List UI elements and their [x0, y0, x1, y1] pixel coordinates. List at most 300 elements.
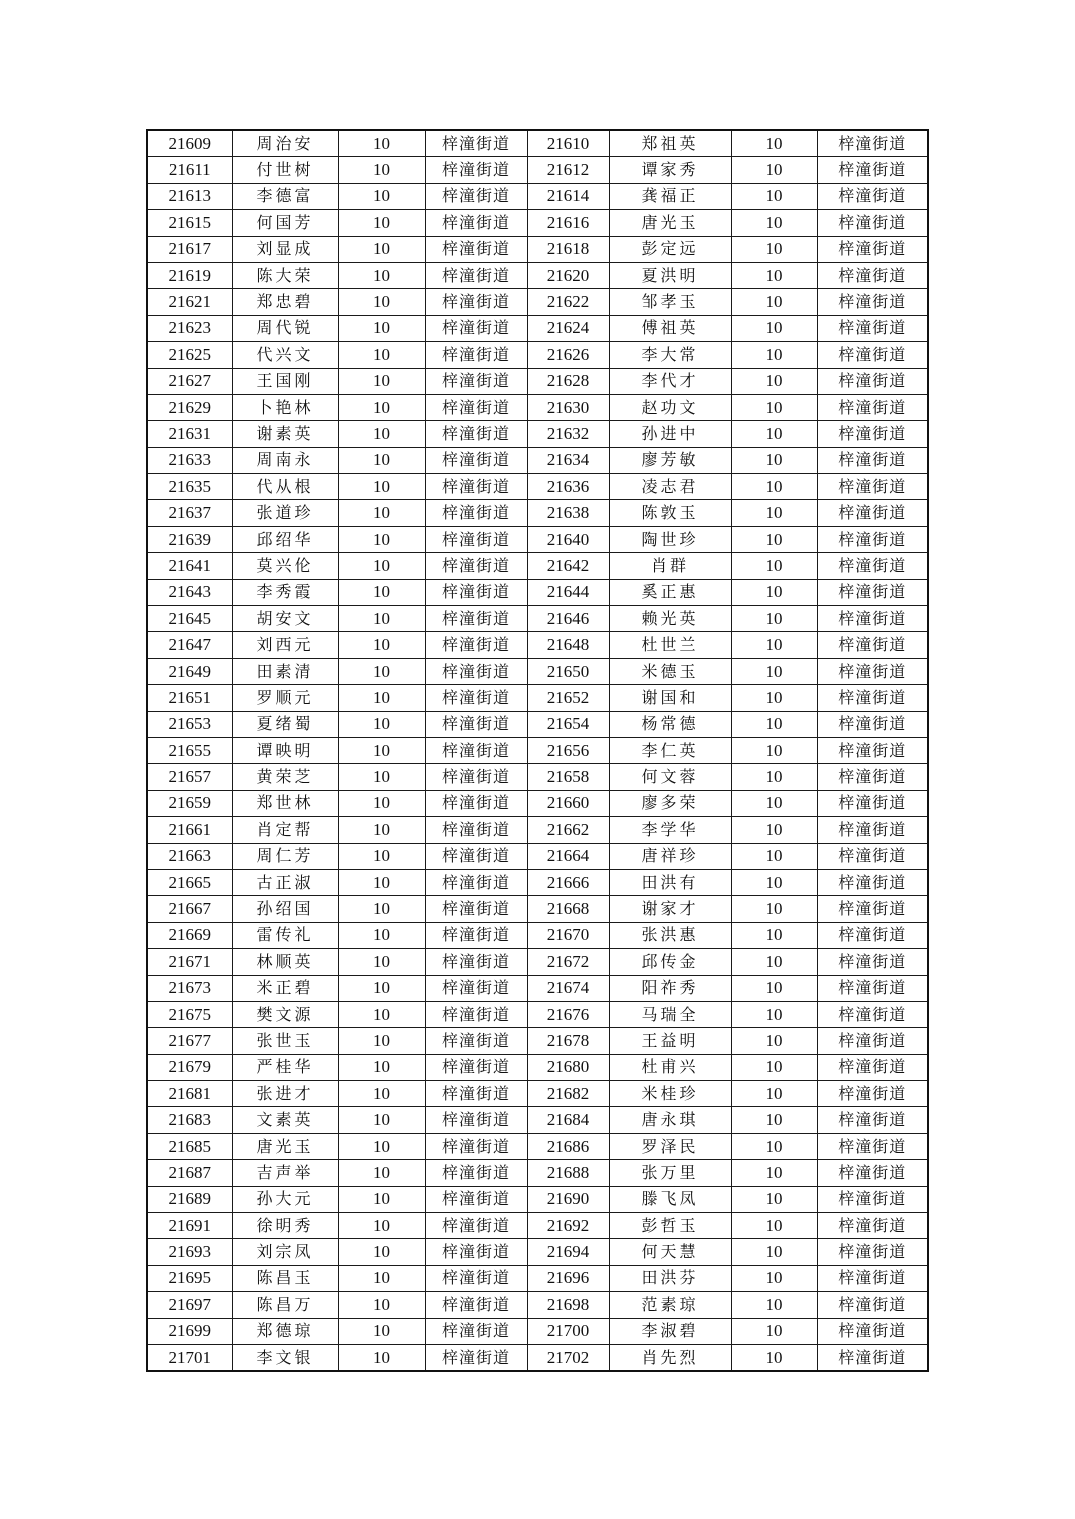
record-id-cell: 21654: [527, 711, 609, 737]
table-row: [147, 1054, 928, 1080]
amount-cell: 10: [731, 1318, 817, 1344]
subdistrict-cell: 梓潼街道: [817, 817, 928, 843]
record-id-cell: 21658: [527, 764, 609, 790]
person-name-cell: 莫兴伦: [232, 553, 338, 579]
record-id-cell: 21623: [147, 315, 232, 341]
record-id-cell: 21609: [147, 130, 232, 157]
person-name-cell: 米正碧: [232, 975, 338, 1001]
person-name-cell: 谭家秀: [609, 157, 731, 183]
person-name-cell: 吉声举: [232, 1160, 338, 1186]
subdistrict-cell: 梓潼街道: [425, 896, 527, 922]
amount-cell: 10: [338, 368, 425, 394]
amount-cell: 10: [731, 1054, 817, 1080]
person-name-cell: 邱绍华: [232, 526, 338, 552]
table-row: [147, 1107, 928, 1133]
record-id-cell: 21636: [527, 474, 609, 500]
amount-cell: 10: [731, 869, 817, 895]
amount-cell: 10: [731, 183, 817, 209]
person-name-cell: 孙大元: [232, 1186, 338, 1212]
subdistrict-cell: 梓潼街道: [425, 817, 527, 843]
table-row: [147, 949, 928, 975]
record-id-cell: 21631: [147, 421, 232, 447]
amount-cell: 10: [731, 632, 817, 658]
subdistrict-cell: 梓潼街道: [425, 421, 527, 447]
person-name-cell: 陈昌万: [232, 1292, 338, 1318]
record-id-cell: 21619: [147, 262, 232, 288]
amount-cell: 10: [731, 975, 817, 1001]
record-id-cell: 21667: [147, 896, 232, 922]
record-id-cell: 21643: [147, 579, 232, 605]
amount-cell: 10: [731, 210, 817, 236]
subdistrict-cell: 梓潼街道: [425, 394, 527, 420]
person-name-cell: 赖光英: [609, 606, 731, 632]
person-name-cell: 田洪芬: [609, 1265, 731, 1291]
subdistrict-cell: 梓潼街道: [425, 474, 527, 500]
person-name-cell: 田洪有: [609, 869, 731, 895]
amount-cell: 10: [731, 711, 817, 737]
person-name-cell: 杨常德: [609, 711, 731, 737]
amount-cell: 10: [338, 447, 425, 473]
subdistrict-cell: 梓潼街道: [425, 1001, 527, 1027]
table-row: [147, 342, 928, 368]
subdistrict-cell: 梓潼街道: [425, 790, 527, 816]
subdistrict-cell: 梓潼街道: [425, 843, 527, 869]
person-name-cell: 郑德琼: [232, 1318, 338, 1344]
amount-cell: 10: [338, 262, 425, 288]
person-name-cell: 肖先烈: [609, 1344, 731, 1371]
person-name-cell: 郑祖英: [609, 130, 731, 157]
subdistrict-cell: 梓潼街道: [425, 500, 527, 526]
table-row: [147, 817, 928, 843]
subdistrict-cell: 梓潼街道: [425, 632, 527, 658]
amount-cell: 10: [731, 526, 817, 552]
amount-cell: 10: [338, 1133, 425, 1159]
person-name-cell: 谢素英: [232, 421, 338, 447]
amount-cell: 10: [731, 474, 817, 500]
person-name-cell: 唐永琪: [609, 1107, 731, 1133]
subdistrict-cell: 梓潼街道: [425, 342, 527, 368]
amount-cell: 10: [731, 949, 817, 975]
record-id-cell: 21676: [527, 1001, 609, 1027]
subdistrict-cell: 梓潼街道: [817, 368, 928, 394]
subdistrict-cell: 梓潼街道: [425, 315, 527, 341]
amount-cell: 10: [731, 1239, 817, 1265]
record-id-cell: 21647: [147, 632, 232, 658]
person-name-cell: 谢国和: [609, 685, 731, 711]
amount-cell: 10: [731, 394, 817, 420]
subdistrict-cell: 梓潼街道: [425, 1186, 527, 1212]
person-name-cell: 何国芳: [232, 210, 338, 236]
subdistrict-cell: 梓潼街道: [817, 869, 928, 895]
amount-cell: 10: [731, 262, 817, 288]
record-id-cell: 21651: [147, 685, 232, 711]
amount-cell: 10: [338, 157, 425, 183]
amount-cell: 10: [338, 1265, 425, 1291]
person-name-cell: 范素琼: [609, 1292, 731, 1318]
person-name-cell: 陈昌玉: [232, 1265, 338, 1291]
person-name-cell: 廖芳敏: [609, 447, 731, 473]
person-name-cell: 徐明秀: [232, 1213, 338, 1239]
amount-cell: 10: [731, 896, 817, 922]
person-name-cell: 李文银: [232, 1344, 338, 1371]
amount-cell: 10: [731, 1265, 817, 1291]
subdistrict-cell: 梓潼街道: [817, 1081, 928, 1107]
person-name-cell: 林顺英: [232, 949, 338, 975]
person-name-cell: 郑世林: [232, 790, 338, 816]
amount-cell: 10: [731, 843, 817, 869]
subdistrict-cell: 梓潼街道: [817, 1186, 928, 1212]
amount-cell: 10: [338, 1213, 425, 1239]
table-row: [147, 922, 928, 948]
roster-body: [147, 130, 928, 1371]
amount-cell: 10: [338, 183, 425, 209]
table-row: [147, 606, 928, 632]
record-id-cell: 21624: [527, 315, 609, 341]
table-row: [147, 1186, 928, 1212]
subdistrict-cell: 梓潼街道: [425, 658, 527, 684]
subdistrict-cell: 梓潼街道: [817, 1318, 928, 1344]
person-name-cell: 周代锐: [232, 315, 338, 341]
person-name-cell: 邹孝玉: [609, 289, 731, 315]
amount-cell: 10: [338, 1292, 425, 1318]
subdistrict-cell: 梓潼街道: [817, 632, 928, 658]
person-name-cell: 李学华: [609, 817, 731, 843]
subdistrict-cell: 梓潼街道: [425, 737, 527, 763]
subdistrict-cell: 梓潼街道: [817, 685, 928, 711]
record-id-cell: 21695: [147, 1265, 232, 1291]
table-row: [147, 315, 928, 341]
record-id-cell: 21701: [147, 1344, 232, 1371]
person-name-cell: 米桂珍: [609, 1081, 731, 1107]
subdistrict-cell: 梓潼街道: [817, 262, 928, 288]
amount-cell: 10: [338, 130, 425, 157]
record-id-cell: 21675: [147, 1001, 232, 1027]
amount-cell: 10: [338, 606, 425, 632]
amount-cell: 10: [731, 1028, 817, 1054]
amount-cell: 10: [338, 896, 425, 922]
record-id-cell: 21618: [527, 236, 609, 262]
table-row: [147, 632, 928, 658]
person-name-cell: 唐光玉: [232, 1133, 338, 1159]
person-name-cell: 夏绪蜀: [232, 711, 338, 737]
record-id-cell: 21627: [147, 368, 232, 394]
subdistrict-cell: 梓潼街道: [817, 183, 928, 209]
subdistrict-cell: 梓潼街道: [425, 1133, 527, 1159]
record-id-cell: 21666: [527, 869, 609, 895]
amount-cell: 10: [731, 368, 817, 394]
amount-cell: 10: [731, 922, 817, 948]
subdistrict-cell: 梓潼街道: [425, 764, 527, 790]
subdistrict-cell: 梓潼街道: [817, 1160, 928, 1186]
amount-cell: 10: [338, 236, 425, 262]
subdistrict-cell: 梓潼街道: [817, 1001, 928, 1027]
table-row: [147, 1213, 928, 1239]
table-row: [147, 658, 928, 684]
table-row: [147, 685, 928, 711]
record-id-cell: 21692: [527, 1213, 609, 1239]
record-id-cell: 21678: [527, 1028, 609, 1054]
table-row: [147, 553, 928, 579]
amount-cell: 10: [338, 526, 425, 552]
subdistrict-cell: 梓潼街道: [817, 500, 928, 526]
person-name-cell: 米德玉: [609, 658, 731, 684]
amount-cell: 10: [338, 843, 425, 869]
amount-cell: 10: [338, 1160, 425, 1186]
amount-cell: 10: [338, 949, 425, 975]
person-name-cell: 黄荣芝: [232, 764, 338, 790]
amount-cell: 10: [338, 1001, 425, 1027]
subdistrict-cell: 梓潼街道: [817, 474, 928, 500]
person-name-cell: 张世玉: [232, 1028, 338, 1054]
record-id-cell: 21657: [147, 764, 232, 790]
record-id-cell: 21700: [527, 1318, 609, 1344]
subdistrict-cell: 梓潼街道: [425, 553, 527, 579]
table-row: [147, 843, 928, 869]
subdistrict-cell: 梓潼街道: [817, 949, 928, 975]
person-name-cell: 傅祖英: [609, 315, 731, 341]
record-id-cell: 21673: [147, 975, 232, 1001]
subdistrict-cell: 梓潼街道: [425, 1344, 527, 1371]
person-name-cell: 李淑碧: [609, 1318, 731, 1344]
record-id-cell: 21641: [147, 553, 232, 579]
record-id-cell: 21638: [527, 500, 609, 526]
subdistrict-cell: 梓潼街道: [425, 685, 527, 711]
record-id-cell: 21664: [527, 843, 609, 869]
record-id-cell: 21648: [527, 632, 609, 658]
record-id-cell: 21635: [147, 474, 232, 500]
amount-cell: 10: [731, 1344, 817, 1371]
person-name-cell: 邱传金: [609, 949, 731, 975]
subdistrict-cell: 梓潼街道: [817, 1344, 928, 1371]
amount-cell: 10: [731, 342, 817, 368]
amount-cell: 10: [731, 817, 817, 843]
person-name-cell: 何文蓉: [609, 764, 731, 790]
subdistrict-cell: 梓潼街道: [425, 1239, 527, 1265]
table-row: [147, 764, 928, 790]
subdistrict-cell: 梓潼街道: [425, 1160, 527, 1186]
person-name-cell: 谢家才: [609, 896, 731, 922]
table-row: [147, 1265, 928, 1291]
amount-cell: 10: [731, 1133, 817, 1159]
person-name-cell: 罗泽民: [609, 1133, 731, 1159]
record-id-cell: 21669: [147, 922, 232, 948]
amount-cell: 10: [338, 1028, 425, 1054]
subdistrict-cell: 梓潼街道: [425, 289, 527, 315]
subdistrict-cell: 梓潼街道: [425, 949, 527, 975]
record-id-cell: 21632: [527, 421, 609, 447]
subdistrict-cell: 梓潼街道: [425, 711, 527, 737]
person-name-cell: 李仁英: [609, 737, 731, 763]
amount-cell: 10: [731, 1186, 817, 1212]
person-name-cell: 张进才: [232, 1081, 338, 1107]
amount-cell: 10: [731, 553, 817, 579]
record-id-cell: 21665: [147, 869, 232, 895]
record-id-cell: 21621: [147, 289, 232, 315]
record-id-cell: 21655: [147, 737, 232, 763]
person-name-cell: 王国刚: [232, 368, 338, 394]
person-name-cell: 严桂华: [232, 1054, 338, 1080]
table-row: [147, 183, 928, 209]
table-row: [147, 737, 928, 763]
amount-cell: 10: [731, 500, 817, 526]
subdistrict-cell: 梓潼街道: [425, 157, 527, 183]
record-id-cell: 21615: [147, 210, 232, 236]
subdistrict-cell: 梓潼街道: [425, 236, 527, 262]
subdistrict-cell: 梓潼街道: [817, 579, 928, 605]
record-id-cell: 21689: [147, 1186, 232, 1212]
subdistrict-cell: 梓潼街道: [817, 553, 928, 579]
amount-cell: 10: [338, 817, 425, 843]
record-id-cell: 21683: [147, 1107, 232, 1133]
person-name-cell: 陈敦玉: [609, 500, 731, 526]
record-id-cell: 21699: [147, 1318, 232, 1344]
record-id-cell: 21656: [527, 737, 609, 763]
table-row: [147, 447, 928, 473]
person-name-cell: 肖群: [609, 553, 731, 579]
amount-cell: 10: [731, 236, 817, 262]
roster-table: [146, 129, 929, 1372]
record-id-cell: 21682: [527, 1081, 609, 1107]
table-row: [147, 1001, 928, 1027]
person-name-cell: 王益明: [609, 1028, 731, 1054]
amount-cell: 10: [338, 790, 425, 816]
subdistrict-cell: 梓潼街道: [817, 896, 928, 922]
person-name-cell: 代从根: [232, 474, 338, 500]
table-row: [147, 130, 928, 157]
record-id-cell: 21668: [527, 896, 609, 922]
subdistrict-cell: 梓潼街道: [817, 289, 928, 315]
table-row: [147, 236, 928, 262]
amount-cell: 10: [338, 869, 425, 895]
subdistrict-cell: 梓潼街道: [817, 1265, 928, 1291]
subdistrict-cell: 梓潼街道: [817, 157, 928, 183]
table-row: [147, 869, 928, 895]
table-row: [147, 210, 928, 236]
subdistrict-cell: 梓潼街道: [817, 711, 928, 737]
subdistrict-cell: 梓潼街道: [817, 210, 928, 236]
person-name-cell: 彭定远: [609, 236, 731, 262]
table-row: [147, 1318, 928, 1344]
person-name-cell: 陈大荣: [232, 262, 338, 288]
record-id-cell: 21691: [147, 1213, 232, 1239]
record-id-cell: 21610: [527, 130, 609, 157]
subdistrict-cell: 梓潼街道: [817, 737, 928, 763]
subdistrict-cell: 梓潼街道: [817, 421, 928, 447]
amount-cell: 10: [731, 1160, 817, 1186]
person-name-cell: 何天慧: [609, 1239, 731, 1265]
record-id-cell: 21674: [527, 975, 609, 1001]
person-name-cell: 刘宗凤: [232, 1239, 338, 1265]
subdistrict-cell: 梓潼街道: [817, 130, 928, 157]
subdistrict-cell: 梓潼街道: [817, 236, 928, 262]
table-row: [147, 1133, 928, 1159]
amount-cell: 10: [338, 210, 425, 236]
record-id-cell: 21698: [527, 1292, 609, 1318]
subdistrict-cell: 梓潼街道: [817, 1213, 928, 1239]
amount-cell: 10: [731, 790, 817, 816]
person-name-cell: 滕飞凤: [609, 1186, 731, 1212]
amount-cell: 10: [338, 1344, 425, 1371]
subdistrict-cell: 梓潼街道: [425, 210, 527, 236]
amount-cell: 10: [731, 1292, 817, 1318]
record-id-cell: 21659: [147, 790, 232, 816]
subdistrict-cell: 梓潼街道: [425, 1054, 527, 1080]
subdistrict-cell: 梓潼街道: [425, 1318, 527, 1344]
subdistrict-cell: 梓潼街道: [425, 869, 527, 895]
amount-cell: 10: [338, 474, 425, 500]
amount-cell: 10: [731, 1001, 817, 1027]
person-name-cell: 文素英: [232, 1107, 338, 1133]
person-name-cell: 田素清: [232, 658, 338, 684]
subdistrict-cell: 梓潼街道: [817, 658, 928, 684]
person-name-cell: 张万里: [609, 1160, 731, 1186]
subdistrict-cell: 梓潼街道: [817, 606, 928, 632]
subdistrict-cell: 梓潼街道: [817, 1239, 928, 1265]
amount-cell: 10: [731, 289, 817, 315]
record-id-cell: 21697: [147, 1292, 232, 1318]
amount-cell: 10: [731, 130, 817, 157]
record-id-cell: 21639: [147, 526, 232, 552]
subdistrict-cell: 梓潼街道: [817, 394, 928, 420]
person-name-cell: 樊文源: [232, 1001, 338, 1027]
record-id-cell: 21652: [527, 685, 609, 711]
person-name-cell: 李代才: [609, 368, 731, 394]
record-id-cell: 21633: [147, 447, 232, 473]
amount-cell: 10: [338, 685, 425, 711]
person-name-cell: 孙进中: [609, 421, 731, 447]
record-id-cell: 21679: [147, 1054, 232, 1080]
record-id-cell: 21702: [527, 1344, 609, 1371]
subdistrict-cell: 梓潼街道: [425, 262, 527, 288]
record-id-cell: 21611: [147, 157, 232, 183]
person-name-cell: 马瑞全: [609, 1001, 731, 1027]
person-name-cell: 代兴文: [232, 342, 338, 368]
person-name-cell: 肖定帮: [232, 817, 338, 843]
subdistrict-cell: 梓潼街道: [817, 790, 928, 816]
subdistrict-cell: 梓潼街道: [425, 1292, 527, 1318]
record-id-cell: 21684: [527, 1107, 609, 1133]
table-row: [147, 1081, 928, 1107]
amount-cell: 10: [338, 289, 425, 315]
record-id-cell: 21672: [527, 949, 609, 975]
record-id-cell: 21670: [527, 922, 609, 948]
subdistrict-cell: 梓潼街道: [817, 315, 928, 341]
amount-cell: 10: [731, 658, 817, 684]
person-name-cell: 张道珍: [232, 500, 338, 526]
subdistrict-cell: 梓潼街道: [425, 1028, 527, 1054]
subdistrict-cell: 梓潼街道: [817, 342, 928, 368]
subdistrict-cell: 梓潼街道: [817, 526, 928, 552]
record-id-cell: 21613: [147, 183, 232, 209]
person-name-cell: 阳祚秀: [609, 975, 731, 1001]
subdistrict-cell: 梓潼街道: [425, 526, 527, 552]
amount-cell: 10: [338, 764, 425, 790]
subdistrict-cell: 梓潼街道: [425, 447, 527, 473]
table-row: [147, 711, 928, 737]
record-id-cell: 21628: [527, 368, 609, 394]
table-row: [147, 896, 928, 922]
record-id-cell: 21622: [527, 289, 609, 315]
record-id-cell: 21662: [527, 817, 609, 843]
record-id-cell: 21629: [147, 394, 232, 420]
subdistrict-cell: 梓潼街道: [817, 1292, 928, 1318]
person-name-cell: 罗顺元: [232, 685, 338, 711]
record-id-cell: 21671: [147, 949, 232, 975]
amount-cell: 10: [731, 1107, 817, 1133]
record-id-cell: 21637: [147, 500, 232, 526]
person-name-cell: 赵功文: [609, 394, 731, 420]
table-row: [147, 579, 928, 605]
